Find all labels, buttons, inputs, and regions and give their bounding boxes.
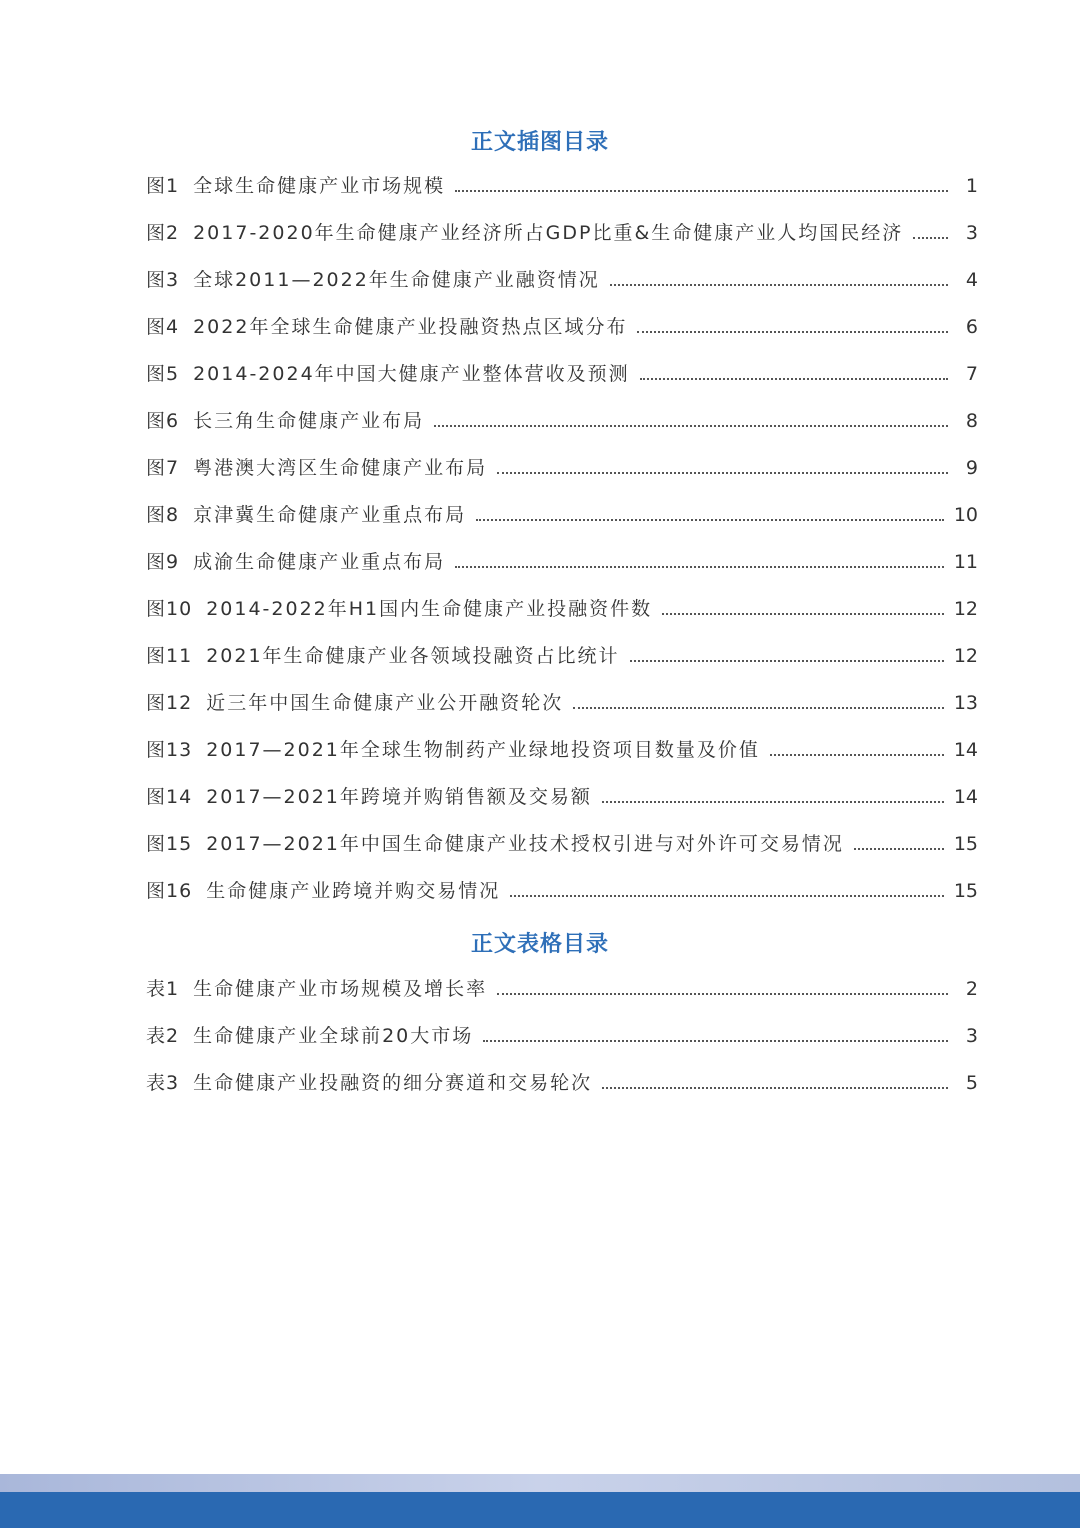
- table-entry-label: 表3: [146, 1072, 180, 1094]
- figure-entry-page-number: 13: [953, 692, 978, 714]
- figure-entry-label: 图4: [146, 316, 180, 338]
- figure-entry[interactable]: [146, 351, 978, 398]
- dot-leader: [483, 1020, 948, 1042]
- figure-entry-label: 图6: [146, 410, 180, 432]
- figures-list: [146, 163, 978, 915]
- figure-entry-page-number: 3: [965, 222, 978, 244]
- dot-leader: [602, 1067, 948, 1089]
- figure-entry[interactable]: [146, 868, 978, 915]
- figure-entry[interactable]: [146, 257, 978, 304]
- dot-leader: [637, 311, 948, 333]
- figure-entry-page-number: 10: [953, 504, 978, 526]
- figure-entry-page-number: 7: [965, 363, 978, 385]
- figure-entry-page-number: 6: [965, 316, 978, 338]
- dot-leader: [434, 405, 948, 427]
- figure-entry-label: 图7: [146, 457, 180, 479]
- figure-entry-page-number: 4: [965, 269, 978, 291]
- figure-entry-label: 图12: [146, 692, 193, 714]
- figure-entry-title: 2014-2022年H1国内生命健康产业投融资件数: [206, 598, 653, 620]
- table-entry-label: 表2: [146, 1025, 180, 1047]
- figure-entry-title: 2017—2021年跨境并购销售额及交易额: [206, 786, 592, 808]
- figure-entry[interactable]: [146, 398, 978, 445]
- figure-entry-title: 2022年全球生命健康产业投融资热点区域分布: [193, 316, 628, 338]
- figure-entry[interactable]: [146, 727, 978, 774]
- table-entry-label: 表1: [146, 978, 180, 1000]
- footer-light-band: [0, 1474, 1080, 1492]
- tables-section-title: 正文表格目录: [470, 932, 609, 957]
- figure-entry-page-number: 9: [965, 457, 978, 479]
- figure-entry-title: 粤港澳大湾区生命健康产业布局: [193, 457, 488, 479]
- figure-entry-title: 京津冀生命健康产业重点布局: [193, 504, 467, 526]
- figures-section-title: 正文插图目录: [470, 130, 609, 155]
- figure-entry-page-number: 14: [953, 786, 978, 808]
- figure-entry[interactable]: [146, 492, 978, 539]
- figure-entry-page-number: 8: [965, 410, 978, 432]
- figure-entry-title: 2017-2020年生命健康产业经济所占GDP比重&生命健康产业人均国民经济: [193, 222, 904, 244]
- figure-entry[interactable]: [146, 821, 978, 868]
- dot-leader: [640, 358, 948, 380]
- figure-entry-title: 全球生命健康产业市场规模: [193, 175, 446, 197]
- figure-entry-label: 图8: [146, 504, 180, 526]
- figure-entry-title: 全球2011—2022年生命健康产业融资情况: [193, 269, 600, 291]
- figure-entry[interactable]: [146, 586, 978, 633]
- figure-entry-label: 图5: [146, 363, 180, 385]
- figure-entry[interactable]: [146, 445, 978, 492]
- figure-entry-page-number: 1: [965, 175, 978, 197]
- figure-entry[interactable]: [146, 163, 978, 210]
- dot-leader: [602, 781, 944, 803]
- dot-leader: [854, 828, 944, 850]
- figure-entry[interactable]: [146, 680, 978, 727]
- figure-entry-title: 成渝生命健康产业重点布局: [193, 551, 446, 573]
- tables-list: [146, 966, 978, 1107]
- figure-entry-label: 图15: [146, 833, 193, 855]
- table-entry-page-number: 3: [965, 1025, 978, 1047]
- table-entry-title: 生命健康产业投融资的细分赛道和交易轮次: [193, 1072, 593, 1094]
- table-entry-title: 生命健康产业全球前20大市场: [193, 1025, 474, 1047]
- figure-entry[interactable]: [146, 210, 978, 257]
- table-entry[interactable]: [146, 966, 978, 1013]
- figure-entry[interactable]: [146, 633, 978, 680]
- dot-leader: [913, 217, 948, 239]
- dot-leader: [662, 593, 944, 615]
- figure-entry-title: 生命健康产业跨境并购交易情况: [206, 880, 501, 902]
- table-entry-title: 生命健康产业市场规模及增长率: [193, 978, 488, 1000]
- figure-entry-title: 2017—2021年全球生物制药产业绿地投资项目数量及价值: [206, 739, 760, 761]
- figure-entry-label: 图2: [146, 222, 180, 244]
- figure-entry-label: 图14: [146, 786, 193, 808]
- dot-leader: [497, 452, 948, 474]
- figure-entry[interactable]: [146, 774, 978, 821]
- figure-entry-page-number: 12: [953, 645, 978, 667]
- table-entry[interactable]: [146, 1013, 978, 1060]
- figure-entry-label: 图13: [146, 739, 193, 761]
- figure-entry-page-number: 14: [953, 739, 978, 761]
- figure-entry-page-number: 11: [953, 551, 978, 573]
- dot-leader: [610, 264, 948, 286]
- figure-entry-label: 图9: [146, 551, 180, 573]
- figure-entry-label: 图10: [146, 598, 193, 620]
- figure-entry-title: 长三角生命健康产业布局: [193, 410, 425, 432]
- figure-entry-label: 图3: [146, 269, 180, 291]
- figure-entry-title: 近三年中国生命健康产业公开融资轮次: [206, 692, 564, 714]
- figure-entry-label: 图16: [146, 880, 193, 902]
- dot-leader: [510, 875, 944, 897]
- dot-leader: [770, 734, 944, 756]
- figure-entry-title: 2021年生命健康产业各领域投融资占比统计: [206, 645, 620, 667]
- dot-leader: [476, 499, 944, 521]
- dot-leader: [455, 546, 944, 568]
- dot-leader: [573, 687, 944, 709]
- figure-entry-title: 2014-2024年中国大健康产业整体营收及预测: [193, 363, 630, 385]
- footer-dark-band: [0, 1492, 1080, 1528]
- figure-entry-title: 2017—2021年中国生命健康产业技术授权引进与对外许可交易情况: [206, 833, 844, 855]
- figure-entry[interactable]: [146, 304, 978, 351]
- table-entry-page-number: 5: [965, 1072, 978, 1094]
- table-entry-page-number: 2: [965, 978, 978, 1000]
- figure-entry-page-number: 12: [953, 598, 978, 620]
- figure-entry-page-number: 15: [953, 880, 978, 902]
- figure-entry-page-number: 15: [953, 833, 978, 855]
- figure-entry[interactable]: [146, 539, 978, 586]
- dot-leader: [630, 640, 944, 662]
- figure-entry-label: 图1: [146, 175, 180, 197]
- dot-leader: [455, 170, 948, 192]
- table-entry[interactable]: [146, 1060, 978, 1107]
- figure-entry-label: 图11: [146, 645, 193, 667]
- dot-leader: [497, 973, 948, 995]
